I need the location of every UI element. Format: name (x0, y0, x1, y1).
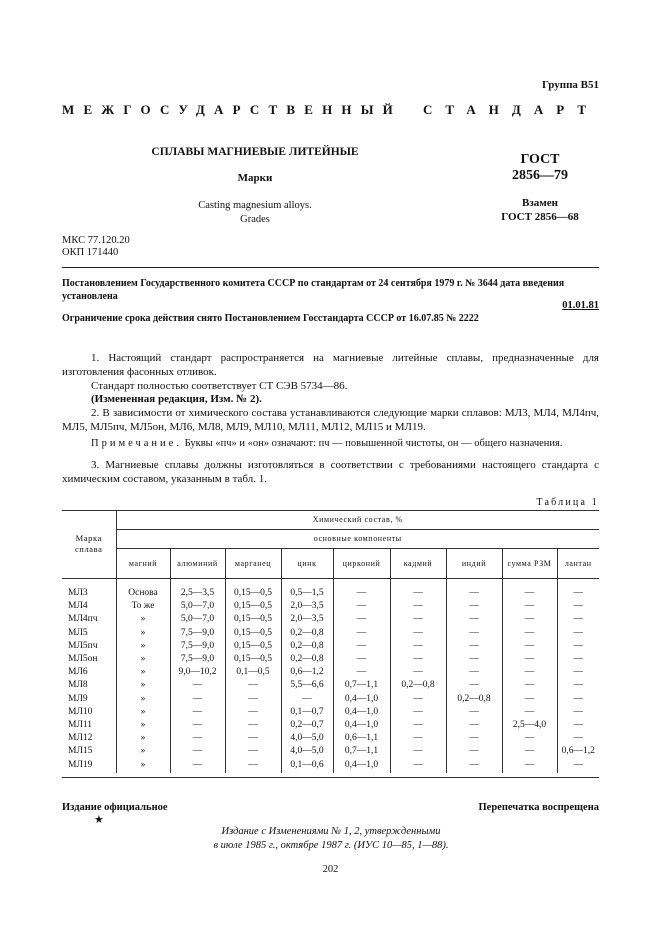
table-cell: — (225, 679, 281, 692)
paragraph-1-conformity: Стандарт полностью соответствует СТ СЭВ 5734—86. (91, 380, 348, 392)
standard-header (62, 102, 599, 118)
table-cell: — (170, 745, 225, 758)
table-cell: 0,6—1,2 (557, 745, 599, 758)
table-caption: Таблица 1 (536, 497, 599, 508)
table-cell: » (116, 692, 170, 705)
column-header: магний (116, 548, 170, 578)
table-cell: — (557, 626, 599, 639)
table-cell: 9,0—10,2 (170, 666, 225, 679)
table-row (62, 705, 599, 718)
table-cell: 0,4—1,0 (333, 758, 390, 773)
table-cell: — (557, 639, 599, 652)
table-cell: 5,0—7,0 (170, 600, 225, 613)
table-cell: — (225, 692, 281, 705)
table-cell: — (333, 666, 390, 679)
grade-cell: МЛ4пч (68, 614, 98, 625)
table-cell: — (557, 578, 599, 600)
table-cell: » (116, 732, 170, 745)
table-cell: — (225, 718, 281, 731)
edition-note (150, 825, 512, 853)
replaces-value: ГОСТ 2856—68 (501, 211, 579, 223)
table-row (62, 745, 599, 758)
grade-cell: МЛ19 (68, 759, 93, 770)
table-cell: 0,6—1,2 (281, 666, 333, 679)
table-cell: — (502, 732, 557, 745)
table-cell: — (557, 705, 599, 718)
table-cell: 2,5—3,5 (170, 578, 225, 600)
grade-header-line2: сплава (74, 543, 103, 554)
table-cell: — (446, 732, 502, 745)
header-divider (62, 267, 599, 268)
paragraph-2: 2. В зависимости от химического состава устанавливаются следующие марки сплавов: МЛ3, МЛ4, МЛ4пч, МЛ5, МЛ5пч, МЛ5он, МЛ6, МЛ8, МЛ9, МЛ10, МЛ11, МЛ12, МЛ15 и МЛ19. (62, 407, 599, 433)
standard-word-standard: СТАНДАРТ (422, 102, 599, 117)
table-cell: 5,5—6,6 (281, 679, 333, 692)
table-cell: 0,6—1,1 (333, 732, 390, 745)
table-cell: 0,1—0,5 (225, 666, 281, 679)
table-cell: — (446, 679, 502, 692)
decree-text: Постановлением Государственного комитета СССР по стандартам от 24 сентября 1979 г. № 3644 дата введения установлена (62, 278, 565, 302)
table-cell: — (446, 600, 502, 613)
english-title-line2: Grades (240, 214, 270, 225)
grade-cell: МЛ10 (68, 706, 93, 717)
table-cell: — (333, 639, 390, 652)
table-cell: — (557, 692, 599, 705)
table-row (62, 639, 599, 652)
paragraph-1-amendment: (Измененная редакция, Изм. № 2). (91, 393, 262, 405)
table-cell: — (446, 639, 502, 652)
column-header: индий (446, 548, 502, 578)
composition-table (62, 510, 599, 773)
table-cell: — (225, 705, 281, 718)
table-cell: — (390, 600, 446, 613)
grade-cell: МЛ6 (68, 667, 88, 678)
table-cell: — (446, 626, 502, 639)
table-cell: — (333, 652, 390, 665)
table-cell: 2,0—3,5 (281, 600, 333, 613)
edition-note-line2: в июле 1985 г., октябре 1987 г. (ИУС 10—85, 1—88). (213, 840, 449, 851)
grade-cell: МЛ3 (68, 588, 88, 599)
table-cell: — (502, 745, 557, 758)
column-header: кадмий (390, 548, 446, 578)
table-cell: 4,0—5,0 (281, 745, 333, 758)
table-cell: — (557, 679, 599, 692)
grade-cell: МЛ12 (68, 733, 93, 744)
table-cell: — (390, 652, 446, 665)
table-cell: 0,1—0,7 (281, 705, 333, 718)
okp-code: ОКП 171440 (62, 247, 119, 258)
table-cell: — (390, 613, 446, 626)
grade-cell: МЛ4 (68, 601, 88, 612)
table-cell: — (557, 758, 599, 773)
table-cell: 0,7—1,1 (333, 679, 390, 692)
table-row (62, 758, 599, 773)
table-cell: — (446, 613, 502, 626)
table-cell: — (390, 578, 446, 600)
table-cell: 0,5—1,5 (281, 578, 333, 600)
table-cell: 7,5—9,0 (170, 639, 225, 652)
table-row (62, 692, 599, 705)
column-header: цирконий (333, 548, 390, 578)
table-cell: — (557, 718, 599, 731)
table-cell: — (170, 692, 225, 705)
english-title (145, 199, 365, 227)
table-cell: 0,4—1,0 (333, 705, 390, 718)
table-bottom-border (62, 777, 599, 778)
table-cell: — (333, 578, 390, 600)
table-row (62, 718, 599, 731)
column-header: алюминий (170, 548, 225, 578)
table-cell: — (390, 639, 446, 652)
grade-cell: МЛ15 (68, 746, 93, 757)
table-cell: — (502, 578, 557, 600)
paragraph-3: 3. Магниевые сплавы должны изготовляться в соответствии с требованиями настоящего стандарта с химическим составом, указанным в табл. 1. (62, 459, 599, 485)
table-cell: 0,2—0,8 (390, 679, 446, 692)
note-text: Буквы «пч» и «он» означают: пч — повышенной чистоты, он — общего назначения. (184, 438, 563, 449)
table-cell: » (116, 639, 170, 652)
table-cell: То же (116, 600, 170, 613)
table-cell: 0,15—0,5 (225, 600, 281, 613)
table-row (62, 626, 599, 639)
table-row (62, 600, 599, 613)
table-cell: Основа (116, 578, 170, 600)
table-top-border (62, 510, 599, 511)
table-cell: — (502, 679, 557, 692)
limitation-text: Ограничение срока действия снято Постановлением Госстандарта СССР от 16.07.85 № 2222 (62, 313, 479, 324)
table-cell: — (390, 718, 446, 731)
table-cell: — (170, 679, 225, 692)
table-cell: — (333, 600, 390, 613)
table-cell: — (390, 758, 446, 773)
table-cell: — (170, 758, 225, 773)
table-cell: 0,4—1,0 (333, 692, 390, 705)
table-cell: » (116, 652, 170, 665)
table-cell: — (446, 718, 502, 731)
official-edition: Издание официальное (62, 802, 168, 813)
table-cell: 0,15—0,5 (225, 639, 281, 652)
table-cell: — (446, 578, 502, 600)
document-subtitle: Марки (237, 172, 273, 184)
table-cell: 0,2—0,8 (281, 626, 333, 639)
replaces-label: Взамен (522, 197, 558, 209)
table-cell: — (390, 732, 446, 745)
table-cell: — (502, 652, 557, 665)
gost-designation (490, 152, 590, 184)
table-cell: — (502, 613, 557, 626)
table-cell: — (557, 613, 599, 626)
grade-cell: МЛ5пч (68, 640, 98, 651)
gost-label: ГОСТ (520, 152, 560, 167)
table-cell: » (116, 718, 170, 731)
table-cell: 0,15—0,5 (225, 613, 281, 626)
table-cell: — (390, 626, 446, 639)
table-cell: 4,0—5,0 (281, 732, 333, 745)
page-number: 202 (322, 864, 339, 875)
star-icon: ★ (94, 814, 104, 826)
table-cell: — (333, 613, 390, 626)
table-cell: — (446, 758, 502, 773)
table-row (62, 679, 599, 692)
table-cell: — (446, 666, 502, 679)
table-cell: — (446, 705, 502, 718)
table-cell: 7,5—9,0 (170, 652, 225, 665)
column-header: сумма РЗМ (502, 548, 557, 578)
table-cell: » (116, 613, 170, 626)
table-cell: 0,15—0,5 (225, 578, 281, 600)
table-cell: 0,4—1,0 (333, 718, 390, 731)
note-label: Примечание. (91, 438, 182, 449)
table-cell: » (116, 705, 170, 718)
table-cell: 7,5—9,0 (170, 626, 225, 639)
table-cell: 2,0—3,5 (281, 613, 333, 626)
table-cell: — (446, 745, 502, 758)
gost-number: 2856—79 (512, 168, 568, 183)
introduction-date: 01.01.81 (562, 300, 599, 311)
table-cell: — (390, 745, 446, 758)
table-cell: 0,7—1,1 (333, 745, 390, 758)
grade-header-line1: Марка (75, 532, 102, 543)
table-row (62, 613, 599, 626)
table-cell: — (502, 626, 557, 639)
table-cell: — (557, 652, 599, 665)
table-cell: 5,0—7,0 (170, 613, 225, 626)
column-header: цинк (281, 548, 333, 578)
table-row (62, 578, 599, 600)
reprint-prohibited: Перепечатка воспрещена (478, 802, 599, 813)
table-cell: — (390, 692, 446, 705)
table-cell: » (116, 666, 170, 679)
standard-word-interstate: МЕЖГОСУДАРСТВЕННЫЙ (62, 102, 402, 117)
table-cell: 0,15—0,5 (225, 626, 281, 639)
table-cell: — (502, 639, 557, 652)
table-cell: — (502, 692, 557, 705)
table-cell: 0,2—0,8 (281, 639, 333, 652)
table-cell: — (390, 666, 446, 679)
table-cell: 0,2—0,7 (281, 718, 333, 731)
table-cell: » (116, 745, 170, 758)
table-cell: — (333, 626, 390, 639)
table-cell: 0,15—0,5 (225, 652, 281, 665)
replaces-block (470, 196, 610, 224)
table-row (62, 732, 599, 745)
table-row (62, 666, 599, 679)
table-cell: » (116, 626, 170, 639)
table-row (62, 652, 599, 665)
table-cell: — (502, 600, 557, 613)
table-cell: — (281, 692, 333, 705)
column-header: лантан (557, 548, 599, 578)
grade-cell: МЛ11 (68, 719, 93, 730)
table-cell: — (225, 732, 281, 745)
table-cell: — (225, 745, 281, 758)
column-header: марганец (225, 548, 281, 578)
table-cell: 0,2—0,8 (281, 652, 333, 665)
note (91, 437, 599, 451)
english-title-line1: Casting magnesium alloys. (198, 200, 312, 211)
table-cell: — (557, 600, 599, 613)
paragraph-1: 1. Настоящий стандарт распространяется на магниевые литейные сплавы, предназначенные для изготовления фасонных отливок. (62, 352, 599, 378)
table-cell: — (170, 732, 225, 745)
grade-header (62, 510, 116, 578)
grade-cell: МЛ9 (68, 693, 88, 704)
table-cell: — (390, 705, 446, 718)
grade-cell: МЛ5он (68, 654, 98, 665)
table-cell: » (116, 758, 170, 773)
table-cell: — (502, 758, 557, 773)
chem-composition-header: Химический состав, % (116, 510, 599, 529)
grade-cell: МЛ5 (68, 627, 88, 638)
main-components-header: основные компоненты (116, 529, 599, 548)
table-cell: 2,5—4,0 (502, 718, 557, 731)
table-cell: » (116, 679, 170, 692)
document-title: СПЛАВЫ МАГНИЕВЫЕ ЛИТЕЙНЫЕ (151, 146, 359, 158)
group-code: Группа В51 (541, 79, 599, 91)
table-cell: — (170, 705, 225, 718)
classification-codes (62, 235, 130, 259)
mks-code: МКС 77.120.20 (62, 235, 130, 246)
grade-cell: МЛ8 (68, 680, 88, 691)
edition-note-line1: Издание с Изменениями № 1, 2, утвержденными (221, 826, 441, 837)
table-cell: — (557, 732, 599, 745)
table-cell: — (170, 718, 225, 731)
table-cell: — (446, 652, 502, 665)
table-cell: — (557, 666, 599, 679)
table-cell: 0,1—0,6 (281, 758, 333, 773)
table-cell: — (502, 666, 557, 679)
table-cell: — (225, 758, 281, 773)
table-cell: — (502, 705, 557, 718)
table-cell: 0,2—0,8 (446, 692, 502, 705)
